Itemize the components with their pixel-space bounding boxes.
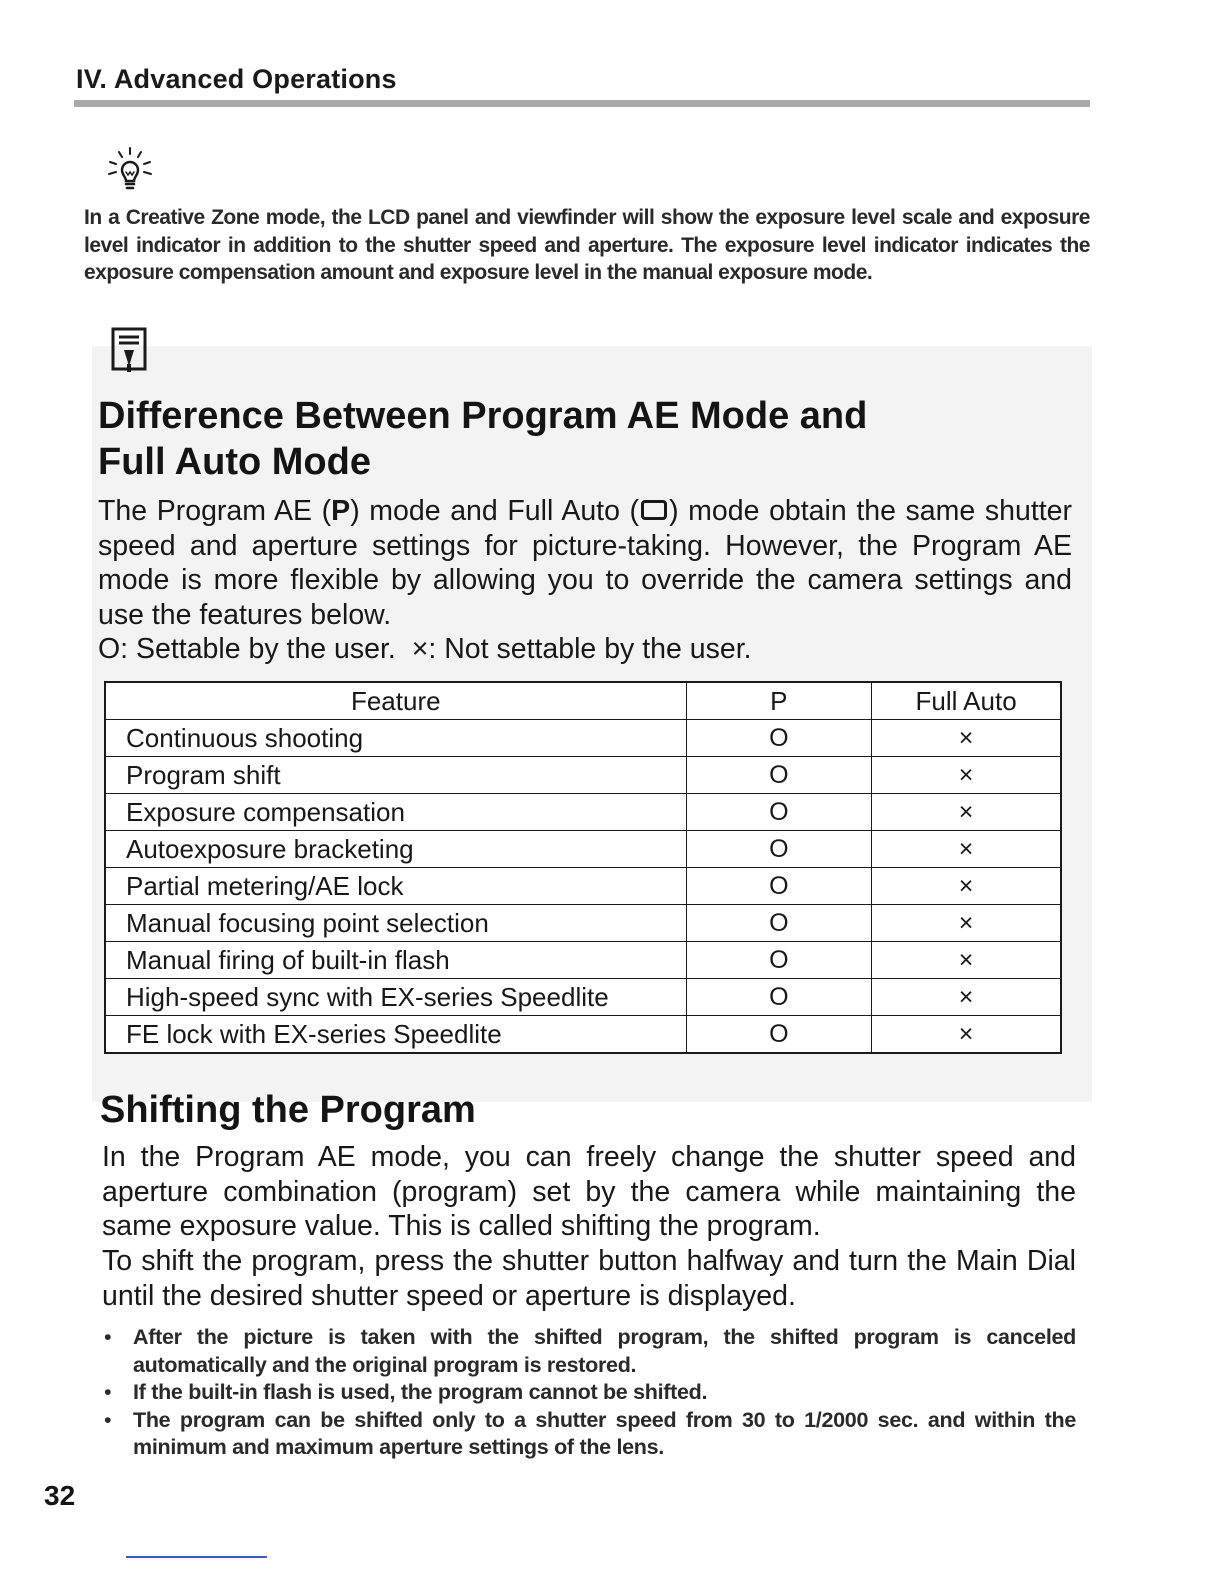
list-item: • If the built-in flash is used, the program cannot be shifted. <box>104 1379 1076 1407</box>
table-row <box>105 1016 1061 1054</box>
full-auto-cell: × <box>872 757 1061 794</box>
p-cell: O <box>686 794 872 831</box>
table-row <box>105 831 1061 868</box>
shifting-paragraph-1: In the Program AE mode, you can freely change the shutter speed and aperture combination (program) set by the camera while maintaining the same exposure value. This is called shifting the program. <box>102 1141 1076 1242</box>
full-auto-cell: × <box>872 831 1061 868</box>
p-cell: O <box>686 905 872 942</box>
section-heading-line1: Difference Between Program AE Mode and <box>98 395 868 437</box>
feature-cell: FE lock with EX-series Speedlite <box>105 1016 686 1054</box>
table-header-row <box>105 682 1061 720</box>
full-auto-cell: × <box>872 979 1061 1016</box>
p-cell: O <box>686 979 872 1016</box>
p-cell: O <box>686 1016 872 1054</box>
p-cell: O <box>686 831 872 868</box>
full-auto-cell: × <box>872 905 1061 942</box>
page-title: IV. Advanced Operations <box>76 64 397 94</box>
full-auto-mode-icon <box>641 500 667 520</box>
table-row <box>105 979 1061 1016</box>
footer-line <box>126 1556 267 1558</box>
lightbulb-icon <box>104 146 156 192</box>
table-row <box>105 720 1061 757</box>
feature-cell: High-speed sync with EX-series Speedlite <box>105 979 686 1016</box>
feature-cell: Manual focusing point selection <box>105 905 686 942</box>
feature-cell: Manual firing of built-in flash <box>105 942 686 979</box>
feature-cell: Program shift <box>105 757 686 794</box>
p-cell: O <box>686 868 872 905</box>
header-p: P <box>686 682 872 720</box>
legend: O: Settable by the user. ×: Not settable by the user. <box>98 633 752 665</box>
section-heading-line2: Full Auto Mode <box>98 441 371 483</box>
notes-list <box>104 1324 1076 1462</box>
header-full-auto: Full Auto <box>872 682 1061 720</box>
full-auto-cell: × <box>872 868 1061 905</box>
full-auto-cell: × <box>872 720 1061 757</box>
table-row <box>105 905 1061 942</box>
header-divider <box>74 100 1090 107</box>
intro-paragraph: The Program AE (P) mode and Full Auto ( ) mode obtain the same shutter speed and aperture settings for picture-taking. However, the Program AE mode is more flexible by allowing you to override the camera settings and use the features below. <box>98 495 1072 631</box>
tip-text: In a Creative Zone mode, the LCD panel and viewfinder will show the exposure level scale and exposure level indicator in addition to the shutter speed and aperture. The exposure level indicator indicates the exposure compensation amount and exposure level in the manual exposure mode. <box>84 206 1090 284</box>
shifting-heading: Shifting the Program <box>100 1089 476 1131</box>
page-number: 32 <box>44 1480 76 1511</box>
list-item: • The program can be shifted only to a shutter speed from 30 to 1/2000 sec. and within the minimum and maximum aperture settings of the lens. <box>104 1407 1076 1462</box>
table-row <box>105 794 1061 831</box>
full-auto-cell: × <box>872 794 1061 831</box>
full-auto-cell: × <box>872 942 1061 979</box>
p-cell: O <box>686 757 872 794</box>
feature-cell: Exposure compensation <box>105 794 686 831</box>
p-cell: O <box>686 942 872 979</box>
table-row <box>105 868 1061 905</box>
feature-cell: Partial metering/AE lock <box>105 868 686 905</box>
p-cell: O <box>686 720 872 757</box>
list-item: • After the picture is taken with the shifted program, the shifted program is canceled automatically and the original program is restored. <box>104 1324 1076 1379</box>
shifting-paragraph-2: To shift the program, press the shutter button halfway and turn the Main Dial until the desired shutter speed or aperture is displayed. <box>102 1245 1076 1312</box>
table-row <box>105 757 1061 794</box>
feature-cell: Continuous shooting <box>105 720 686 757</box>
feature-cell: Autoexposure bracketing <box>105 831 686 868</box>
header-feature: Feature <box>105 682 686 720</box>
full-auto-cell: × <box>872 1016 1061 1054</box>
feature-comparison-table <box>104 681 1062 1054</box>
memo-icon <box>110 326 150 374</box>
table-row <box>105 942 1061 979</box>
